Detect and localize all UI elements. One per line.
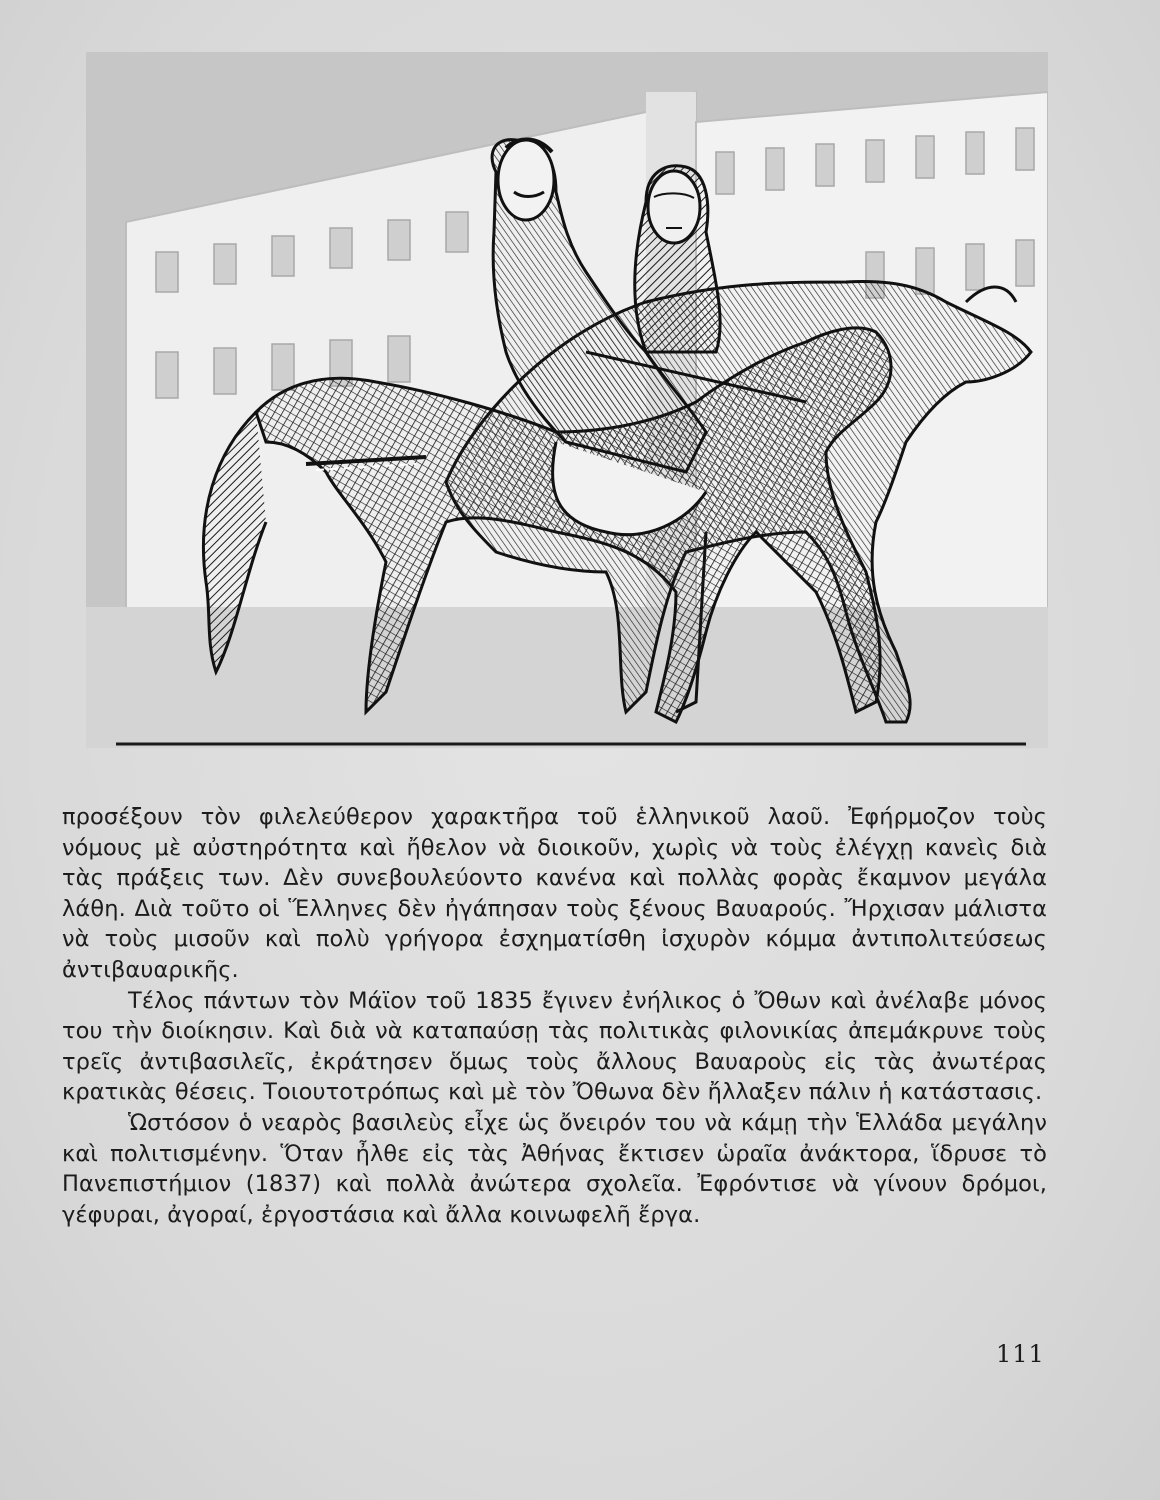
body-text [62, 802, 1047, 1230]
paragraph-1: προσέξουν τὸν φιλελεύθερον χαρακτῆρα τοῦ ἑλληνικοῦ λαοῦ. Ἐφήρμοζον τοὺς νόμους μὲ αὐστηρότητα καὶ ἤθελον νὰ διοικοῦν, χωρὶς νὰ τοὺς ἐλέγχῃ κανεὶς διὰ τὰς πράξεις των. Δὲν συνεβουλεύοντο κανένα καὶ πολλὰς φορὰς ἔκαμνον μεγάλα λάθη. Διὰ τοῦτο οἱ Ἕλληνες δὲν ἠγάπησαν τοὺς ξένους Βαυαρούς. Ἤρχισαν μάλιστα νὰ τοὺς μισοῦν καὶ πολὺ γρήγορα ἐσχηματίσθη ἰσχυρὸν κόμμα ἀντιπολιτεύσεως ἀντιβαυαρικῆς. [62, 804, 1047, 983]
woman-rider [635, 166, 720, 352]
page-number: 111 [996, 1340, 1045, 1368]
woodcut-icon [86, 52, 1048, 748]
paragraph-2: Τέλος πάντων τὸν Μάϊον τοῦ 1835 ἔγινεν ἐνήλικος ὁ Ὄθων καὶ ἀνέλαβε μόνος του τὴν διοίκησιν. Καὶ διὰ νὰ καταπαύσῃ τὰς πολιτικὰς φιλονικίας ἀπεμάκρυνε τοὺς τρεῖς ἀντιβασιλεῖς, ἐκράτησεν ὅμως τοὺς ἄλλους Βαυαροὺς εἰς τὰς ἀνωτέρας κρατικὰς θέσεις. Τοιουτοτρόπως καὶ μὲ τὸν Ὄθωνα δὲν ἤλλαξεν πάλιν ἡ κατάστασις. [62, 987, 1047, 1106]
paragraph-3: Ὡστόσον ὁ νεαρὸς βασιλεὺς εἶχε ὡς ὄνειρόν του νὰ κάμῃ τὴν Ἑλλάδα μεγάλην καὶ πολιτισμένην. Ὅταν ἦλθε εἰς τὰς Ἀθήνας ἔκτισεν ὡραῖα ἀνάκτορα, ἵδρυσε τὸ Πανεπιστήμιον (1837) καὶ πολλὰ ἀνώτερα σχολεῖα. Ἐφρόντισε νὰ γίνουν δρόμοι, γέφυραι, ἀγοραί, ἐργοστάσια καὶ ἄλλα κοινωφελῆ ἔργα. [62, 1109, 1047, 1228]
riders-illustration [86, 52, 1048, 748]
